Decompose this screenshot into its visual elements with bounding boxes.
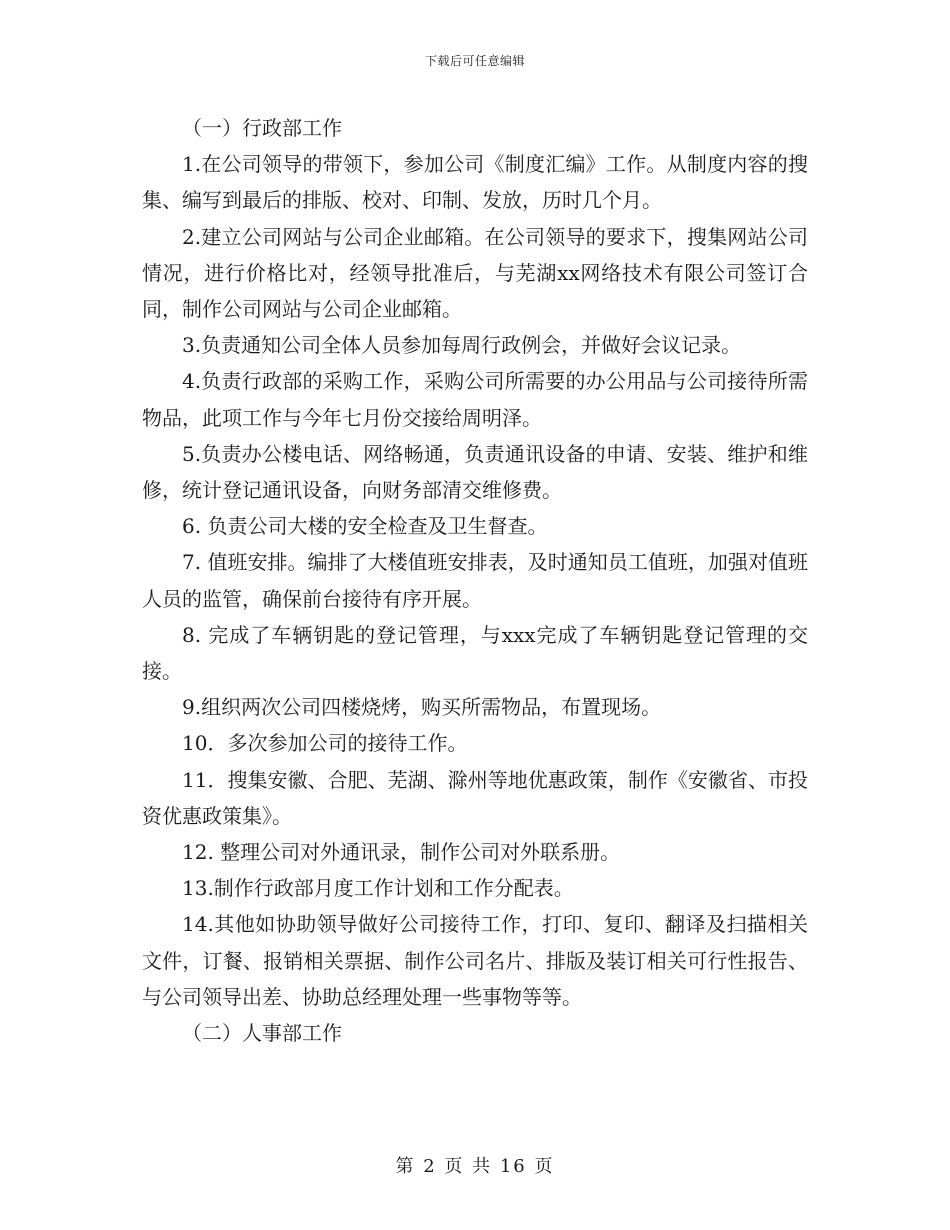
list-item: 13.制作行政部月度工作计划和工作分配表。 xyxy=(182,876,574,901)
list-item: 4.负责行政部的采购工作，采购公司所需要的办公用品与公司接待所需物品，此项工作与今年七月份交接给周明泽。 xyxy=(142,369,808,430)
list-item: 2.建立公司网站与公司企业邮箱。在公司领导的要求下，搜集网站公司情况，进行价格比对，经领导批准后，与芜湖xx网络技术有限公司签订合同，制作公司网站与公司企业邮箱。 xyxy=(142,224,808,322)
list-item: 1.在公司领导的带领下，参加公司《制度汇编》工作。从制度内容的搜集、编写到最后的排版、校对、印制、发放，历时几个月。 xyxy=(142,152,808,213)
list-item: 7. 值班安排。编排了大楼值班安排表，及时通知员工值班，加强对值班人员的监管，确保前台接待有序开展。 xyxy=(142,550,808,611)
list-item: 3.负责通知公司全体人员参加每周行政例会，并做好会议记录。 xyxy=(182,333,742,358)
list-item: 11．搜集安徽、合肥、芜湖、滁州等地优惠政策，制作《安徽省、市投资优惠政策集》。 xyxy=(142,767,808,828)
page-header: 下载后可任意编辑 xyxy=(424,54,525,68)
list-item: 8. 完成了车辆钥匙的登记管理，与xxx完成了车辆钥匙登记管理的交接。 xyxy=(142,622,808,684)
page-number: 第 2 页 共 16 页 xyxy=(395,1156,555,1177)
list-item: 5.负责办公楼电话、网络畅通，负责通讯设备的申请、安装、维护和维修，统计登记通讯设备，向财务部清交维修费。 xyxy=(142,441,808,503)
list-item: 6. 负责公司大楼的安全检查及卫生督查。 xyxy=(182,514,548,539)
document-body xyxy=(142,110,808,1051)
list-item: 14.其他如协助领导做好公司接待工作，打印、复印、翻译及扫描相关文件，订餐、报销相关票据、制作公司名片、排版及装订相关可行性报告、与公司领导出差、协助总经理处理一些事物等等。 xyxy=(142,912,808,1009)
list-item: 9.组织两次公司四楼烧烤，购买所需物品，布置现场。 xyxy=(182,695,662,720)
section-title-hr: （二）人事部工作 xyxy=(182,1021,342,1046)
list-item: 10．多次参加公司的接待工作。 xyxy=(182,731,468,756)
section-title-admin: （一）行政部工作 xyxy=(182,116,342,140)
list-item: 12. 整理公司对外通讯录，制作公司对外联系册。 xyxy=(182,840,621,865)
